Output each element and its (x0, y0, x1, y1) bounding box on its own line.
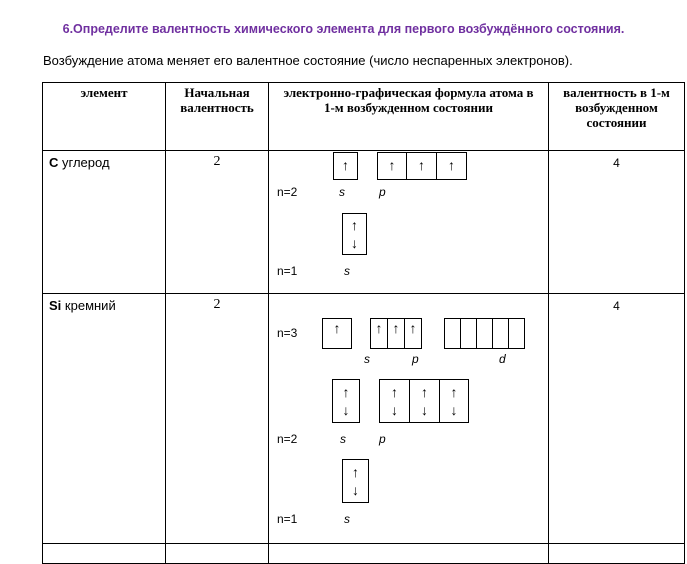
table-row-next (43, 544, 685, 564)
cell-element-silicon (43, 294, 166, 544)
table-row-silicon (43, 294, 685, 544)
arrow-up-icon: ↑ (342, 157, 349, 173)
cell-initial-carbon: 2 (166, 151, 269, 294)
intro-text: Возбуждение атома меняет его валентное состояние (число неспаренных электронов). (43, 53, 573, 68)
orbital-3p-2 (387, 318, 405, 349)
arrow-up-icon: ↑ (448, 157, 455, 173)
sublevel-label: s (339, 185, 345, 199)
cell-formula-carbon (269, 151, 549, 294)
arrow-up-icon: ↑ (392, 320, 400, 336)
element-name: углерод (62, 155, 110, 170)
orbital-3d-3 (476, 318, 493, 349)
arrow-up-icon: ↑ (388, 157, 396, 173)
orbital-2s (333, 152, 358, 180)
sublevel-label: s (340, 432, 346, 446)
orbital-3p-3 (404, 318, 422, 349)
arrow-up-icon: ↑ (352, 464, 359, 480)
arrow-up-icon: ↑ (342, 384, 350, 400)
arrow-down-icon: ↓ (342, 402, 350, 418)
orbital-3d-2 (460, 318, 477, 349)
arrow-down-icon: ↓ (421, 402, 428, 418)
arrow-up-icon: ↑ (375, 320, 383, 336)
element-symbol: Si (49, 298, 62, 313)
orbital-3d-4 (492, 318, 509, 349)
arrow-down-icon: ↓ (351, 235, 358, 251)
header-element: элемент (43, 83, 166, 151)
sublevel-label: p (412, 352, 419, 366)
orbital-2p-3 (439, 379, 469, 423)
orbital-2p-2 (406, 152, 437, 180)
orbital-2p-2 (409, 379, 440, 423)
header-excited-valence: валентность в 1-м возбужденном состоянии (549, 83, 685, 151)
arrow-up-icon: ↑ (450, 384, 458, 400)
sublevel-label: s (364, 352, 370, 366)
orbital-2p-3 (436, 152, 467, 180)
valence-table (42, 82, 685, 564)
cell-formula-silicon (269, 294, 549, 544)
cell-excited-carbon: 4 (549, 151, 685, 294)
orbital-3d-5 (508, 318, 525, 349)
level-label: n=1 (277, 512, 298, 526)
cell-excited-silicon: 4 (549, 294, 685, 544)
arrow-down-icon: ↓ (352, 482, 359, 498)
arrow-up-icon: ↑ (421, 384, 428, 400)
table-row-carbon (43, 151, 685, 294)
arrow-up-icon: ↑ (409, 320, 417, 336)
element-symbol: C (49, 155, 59, 170)
orbital-3s (322, 318, 352, 349)
arrow-up-icon: ↑ (391, 384, 398, 400)
task-heading: 6.Определите валентность химического элемента для первого возбуждённого состояния. (62, 22, 625, 36)
orbital-2p-1 (377, 152, 407, 180)
level-label: n=2 (277, 432, 298, 446)
level-label: n=1 (277, 264, 298, 278)
orbital-2s (332, 379, 360, 423)
sublevel-label: s (344, 264, 350, 278)
orbital-1s (342, 459, 369, 503)
header-formula: электронно-графическая формула атома в 1-м возбужденном состоянии (269, 83, 549, 151)
sublevel-label: p (379, 185, 386, 199)
orbital-2p-1 (379, 379, 410, 423)
sublevel-label: s (344, 512, 350, 526)
header-initial-valence: Начальная валентность (166, 83, 269, 151)
arrow-up-icon: ↑ (418, 157, 425, 173)
element-name: кремний (64, 298, 116, 313)
level-label: n=2 (277, 185, 298, 199)
orbital-1s (342, 213, 367, 255)
orbital-3p-1 (370, 318, 388, 349)
orbital-3d-1 (444, 318, 461, 349)
cell-initial-silicon: 2 (166, 294, 269, 544)
table-header-row (43, 83, 685, 151)
sublevel-label: p (379, 432, 386, 446)
sublevel-label: d (499, 352, 506, 366)
arrow-up-icon: ↑ (333, 320, 341, 336)
level-label: n=3 (277, 326, 298, 340)
arrow-up-icon: ↑ (351, 217, 358, 233)
cell-element-carbon (43, 151, 166, 294)
arrow-down-icon: ↓ (391, 402, 398, 418)
arrow-down-icon: ↓ (450, 402, 458, 418)
